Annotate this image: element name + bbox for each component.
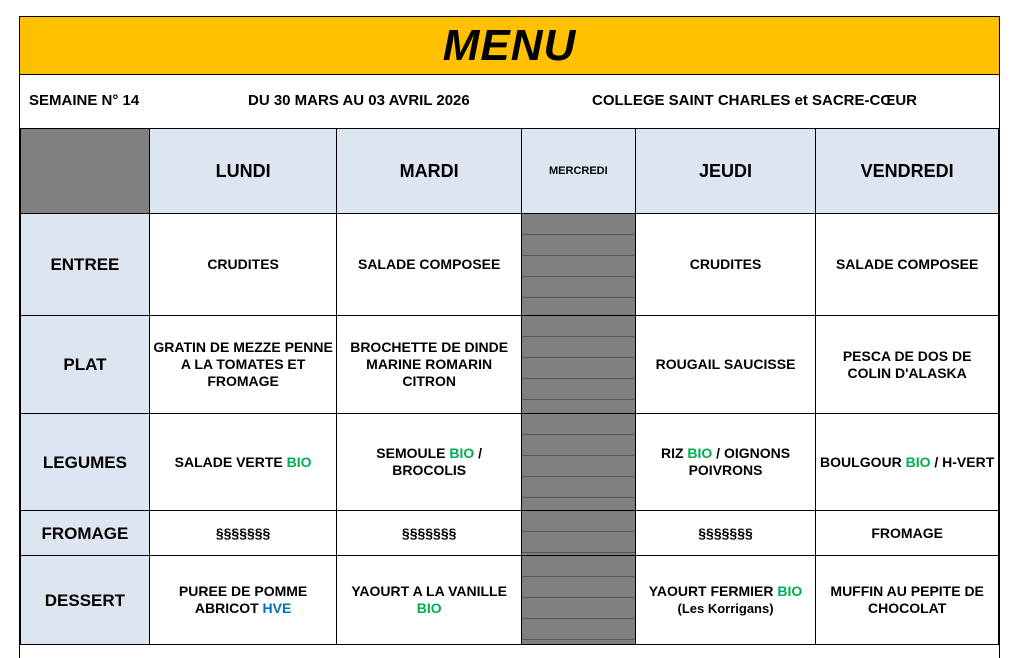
meal-cell xyxy=(635,556,816,645)
bio-badge: BIO xyxy=(449,445,475,461)
week-number: SEMAINE N° 14 xyxy=(29,92,140,109)
info-bar xyxy=(20,75,999,129)
meal-cell xyxy=(816,414,999,511)
bio-badge: BIO xyxy=(416,600,442,616)
meal-cell xyxy=(149,414,337,511)
meal-cell xyxy=(149,556,337,645)
hve-badge: HVE xyxy=(262,600,292,616)
meal-cell: §§§§§§§ xyxy=(635,511,816,556)
meal-cell xyxy=(635,414,816,511)
meal-text: / BROCOLIS xyxy=(392,445,483,478)
school-name: COLLEGE SAINT CHARLES et SACRE-CŒUR xyxy=(592,92,918,109)
meal-text: / OIGNONS POIVRONS xyxy=(688,445,791,478)
table-row xyxy=(21,214,999,316)
meal-cell: CRUDITES xyxy=(149,214,337,316)
wednesday-closed-cell xyxy=(521,214,635,316)
menu-title: MENU xyxy=(442,20,577,70)
supplier-note: (Les Korrigans) xyxy=(677,601,774,616)
wednesday-closed-cell xyxy=(521,316,635,414)
wednesday-closed-cell xyxy=(521,511,635,556)
row-label: ENTREE xyxy=(21,214,150,316)
bio-badge: BIO xyxy=(286,453,312,470)
day-lundi: LUNDI xyxy=(149,129,337,214)
corner-cell xyxy=(21,129,150,214)
meal-cell: §§§§§§§ xyxy=(149,511,337,556)
table-row xyxy=(21,316,999,414)
table-row xyxy=(21,414,999,511)
meal-cell: FROMAGE xyxy=(816,511,999,556)
meal-text: RIZ xyxy=(660,445,688,461)
date-range: DU 30 MARS AU 03 AVRIL 2026 xyxy=(248,92,470,109)
header-row xyxy=(21,129,999,214)
meal-cell: SALADE COMPOSEE xyxy=(816,214,999,316)
meal-cell: GRATIN DE MEZZE PENNE A LA TOMATES ET FROMAGE xyxy=(149,316,337,414)
day-jeudi: JEUDI xyxy=(635,129,816,214)
day-mardi: MARDI xyxy=(337,129,522,214)
meal-text: SALADE VERTE xyxy=(174,453,287,470)
menu-frame xyxy=(19,16,1000,658)
meal-cell: CRUDITES xyxy=(635,214,816,316)
table-row xyxy=(21,511,999,556)
meal-cell: BROCHETTE DE DINDE MARINE ROMARIN CITRON xyxy=(337,316,522,414)
meal-cell: SALADE COMPOSEE xyxy=(337,214,522,316)
row-label: FROMAGE xyxy=(21,511,150,556)
meal-cell: PESCA DE DOS DE COLIN D'ALASKA xyxy=(816,316,999,414)
meal-cell xyxy=(337,414,522,511)
meal-text: SEMOULE xyxy=(376,445,450,461)
meal-text: / H-VERT xyxy=(930,453,995,470)
row-label: LEGUMES xyxy=(21,414,150,511)
meal-text: YAOURT A LA VANILLE xyxy=(351,583,507,599)
meal-cell: ROUGAIL SAUCISSE xyxy=(635,316,816,414)
wednesday-closed-cell xyxy=(521,414,635,511)
meal-text: BOULGOUR xyxy=(820,453,906,470)
meal-text: PUREE DE POMME ABRICOT xyxy=(178,583,308,616)
meal-cell: §§§§§§§ xyxy=(337,511,522,556)
row-label: PLAT xyxy=(21,316,150,414)
meal-cell: MUFFIN AU PEPITE DE CHOCOLAT xyxy=(816,556,999,645)
day-vendredi: VENDREDI xyxy=(816,129,999,214)
wednesday-closed-cell xyxy=(521,556,635,645)
bio-badge: BIO xyxy=(905,453,931,470)
table-row xyxy=(21,556,999,645)
row-label: DESSERT xyxy=(21,556,150,645)
meal-text: YAOURT FERMIER xyxy=(648,583,778,599)
bio-badge: BIO xyxy=(687,445,713,461)
meal-cell xyxy=(337,556,522,645)
bio-badge: BIO xyxy=(777,583,803,599)
day-mercredi: MERCREDI xyxy=(521,129,635,214)
menu-table xyxy=(20,128,999,645)
title-bar xyxy=(20,17,999,75)
